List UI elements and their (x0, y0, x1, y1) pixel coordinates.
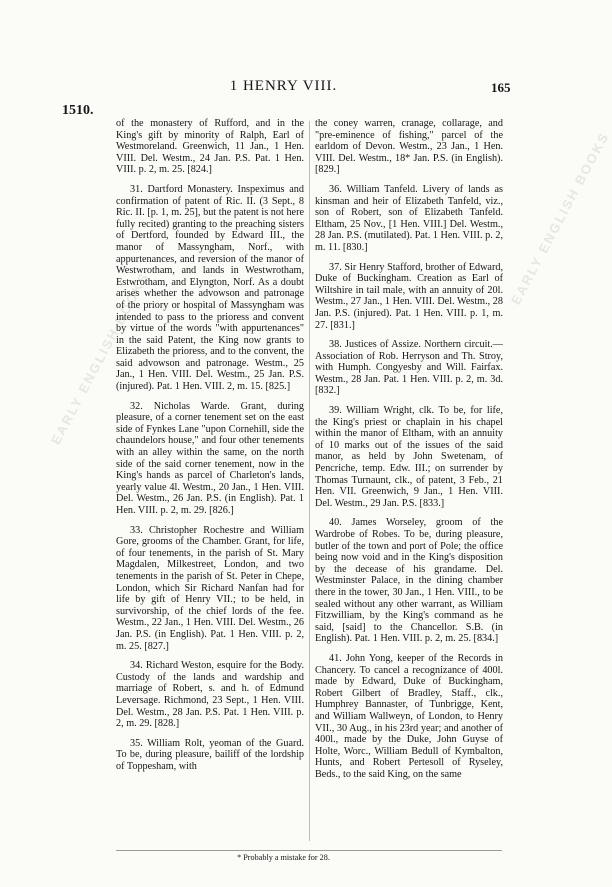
entry-34-richard-weston: 34. Richard Weston, esquire for the Body. Custody of the lands and wardship and marriage of Robert, s. and h. of Edmund Leversage. Richmond, 23 Sept., 1 Hen. VIII. Del. Westm., 28 Jan. P.S. Pat. 1 Hen. VIII. p. 2, m. 29. [828.] (116, 660, 304, 730)
year-marker: 1510. (62, 103, 94, 118)
entry-824-continued: of the monastery of Rufford, and in the King's gift by minority of Ralph, Earl of Westmoreland. Greenwich, 11 Jan., 1 Hen. VIII. Del. Westm., 24 Jan. P.S. Pat. 1 Hen. VIII. p. 2, m. 25. [824.] (116, 118, 304, 176)
watermark-right: EARLY ENGLISH BOOKS (508, 129, 612, 308)
footnote: * Probably a mistake for 28. (237, 853, 330, 862)
entry-36-william-tanfeld: 36. William Tanfeld. Livery of lands as kinsman and heir of Elizabeth Tanfeld, viz., son of Robert, son of Elizabeth Tanfeld. Eltham, 25 Nov., [1 Hen. VIII.] Del. Westm., 28 Jan. P.S. (mutilated). Pat. 1 Hen. VIII. p. 2, m. 11. [830.] (315, 183, 503, 253)
entry-32-nicholas-warde: 32. Nicholas Warde. Grant, during pleasure, of a corner tenement set on the east side of Fynkes Lane "upon Cornehill, side the chaundelors house," and four other tenements with an alley within the same, on the north side of the said corner tenement, now in the King's hands as parcel of Charleton's lands, yearly value 4l. Westm., 20 Jan., 1 Hen. VIII. Del. Westm., 26 Jan. P.S. (in English). Pat. 1 Hen. VIII. p. 2, m. 29. [826.] (116, 400, 304, 516)
entry-41-john-yong: 41. John Yong, keeper of the Records in Chancery. To cancel a recognizance of 400l. made by Edward, Duke of Buckingham, Robert Gilbert of Bradley, Staff., clk., Humphrey Bannaster, of Tunbrigge, Kent, and William Wallweyn, of London, to Henry VII., 30 Aug., in his 23rd year; and another of 400l., made by the Duke, John Guyse of Holte, Worc., William Bedull of Kymbalton, Hunts, and Robert Pertesoll of Ryseley, Beds., to the said King, on the same (315, 652, 503, 780)
entry-37-henry-stafford: 37. Sir Henry Stafford, brother of Edward, Duke of Buckingham. Creation as Earl of Wiltshire in tail male, with an annuity of 20l. Westm., 27 Jan., 1 Hen. VIII. Del. Westm., 28 Jan. P.S. (injured). Pat. 1 Hen. VIII. p. 1, m. 27. [831.] (315, 261, 503, 331)
watermark-left: EARLY ENGLISH BOOKS (48, 269, 152, 448)
entry-40-james-worseley: 40. James Worseley, groom of the Wardrobe of Robes. To be, during pleasure, butler of the town and port of Pole; the office being now void and in the King's disposition by the decease of his grandame. Del. Westminster Palace, in the dining chamber there in the tower, 30 Jan., 1 Hen. VIII., to be sealed without any other warrant, as William Fitzwilliam, by the King's command as he said, [said] to the Chancellor. S.B. (in English). Pat. 1 Hen. VIII. p. 2, m. 25. [834.] (315, 517, 503, 645)
left-column (116, 118, 304, 780)
entry-38-justices-of-assize: 38. Justices of Assize. Northern circuit.—Association of Rob. Herryson and Th. Stroy, with Humph. Congyesby and Will. Fairfax. Westm., 28 Jan. Pat. 1 Hen. VIII. p. 2, m. 3d. [832.] (315, 339, 503, 397)
footnote-rule (116, 850, 502, 851)
entry-31-dartford-monastery: 31. Dartford Monastery. Inspeximus and confirmation of patent of Ric. II. (3 Sept., 8 Ric. II. [p. 1, m. 25], but the patent is not here fully recited) granting to the preaching sisters of Dertford, founded by Edward III., the manor of Massyngham, Norf., with appurtenances, and reversion of the manor of Westwrotham, and lands in Westwrotham, Estwrotham, and Elyngton, Norf. As a doubt arises whether the advowson and patronage of the priory or hospital of Massyngham was intended to pass to the prioress and convent by virtue of the words "with appurtenances" in the said Patent, the King now grants to Elizabeth the prioress, and to the convent, the said advowson and patronage. Westm., 25 Jan., 1 Hen. VIII. Del. Westm., 25 Jan. P.S. (injured). Pat. 1 Hen. VIII. 2, m. 15. [825.] (116, 183, 304, 393)
running-title: 1 HENRY VIII. (229, 78, 338, 94)
column-divider (309, 121, 310, 841)
entry-35-william-rolt: 35. William Rolt, yeoman of the Guard. To be, during pleasure, bailiff of the lordship of Toppesham, with (116, 737, 304, 772)
entry-39-william-wright: 39. William Wright, clk. To be, for life, the King's priest or chaplain in his chapel within the manor of Eltham, with an annuity of 10 marks out of the issues of the said manor, as held by John Swetenam, of Pencriche, temp. Edw. III.; on surrender by Thomas Turnaunt, clk., of patent, 3 Feb., 21 Hen. VII. Greenwich, 9 Jan., 1 Hen. VIII. Del. Westm., 29 Jan. P.S. [833.] (315, 405, 503, 509)
entry-33-rochestre-gore: 33. Christopher Rochestre and William Gore, grooms of the Chamber. Grant, for life, of four tenements, in the parish of St. Mary Magdalen, Milkestreet, London, and two tenements in the parish of St. Peter in Chepe, London, which Sir Richard Nanfan had for life by gift of Henry VII.; to be held, in survivorship, of the chief lords of the fee. Westm., 22 Jan., 1 Hen. VIII. Del. Westm., 26 Jan. P.S. (in English). Pat. 1 Hen. VIII. p. 2, m. 25. [827.] (116, 524, 304, 652)
page-number: 165 (491, 80, 511, 95)
right-column (315, 118, 503, 788)
entry-829-continued: the coney warren, cranage, collarage, and "pre-eminence of fishing," parcel of the earldom of Devon. Westm., 23 Jan., 1 Hen. VIII. Del. Westm., 18* Jan. P.S. (in English). [829.] (315, 118, 503, 176)
